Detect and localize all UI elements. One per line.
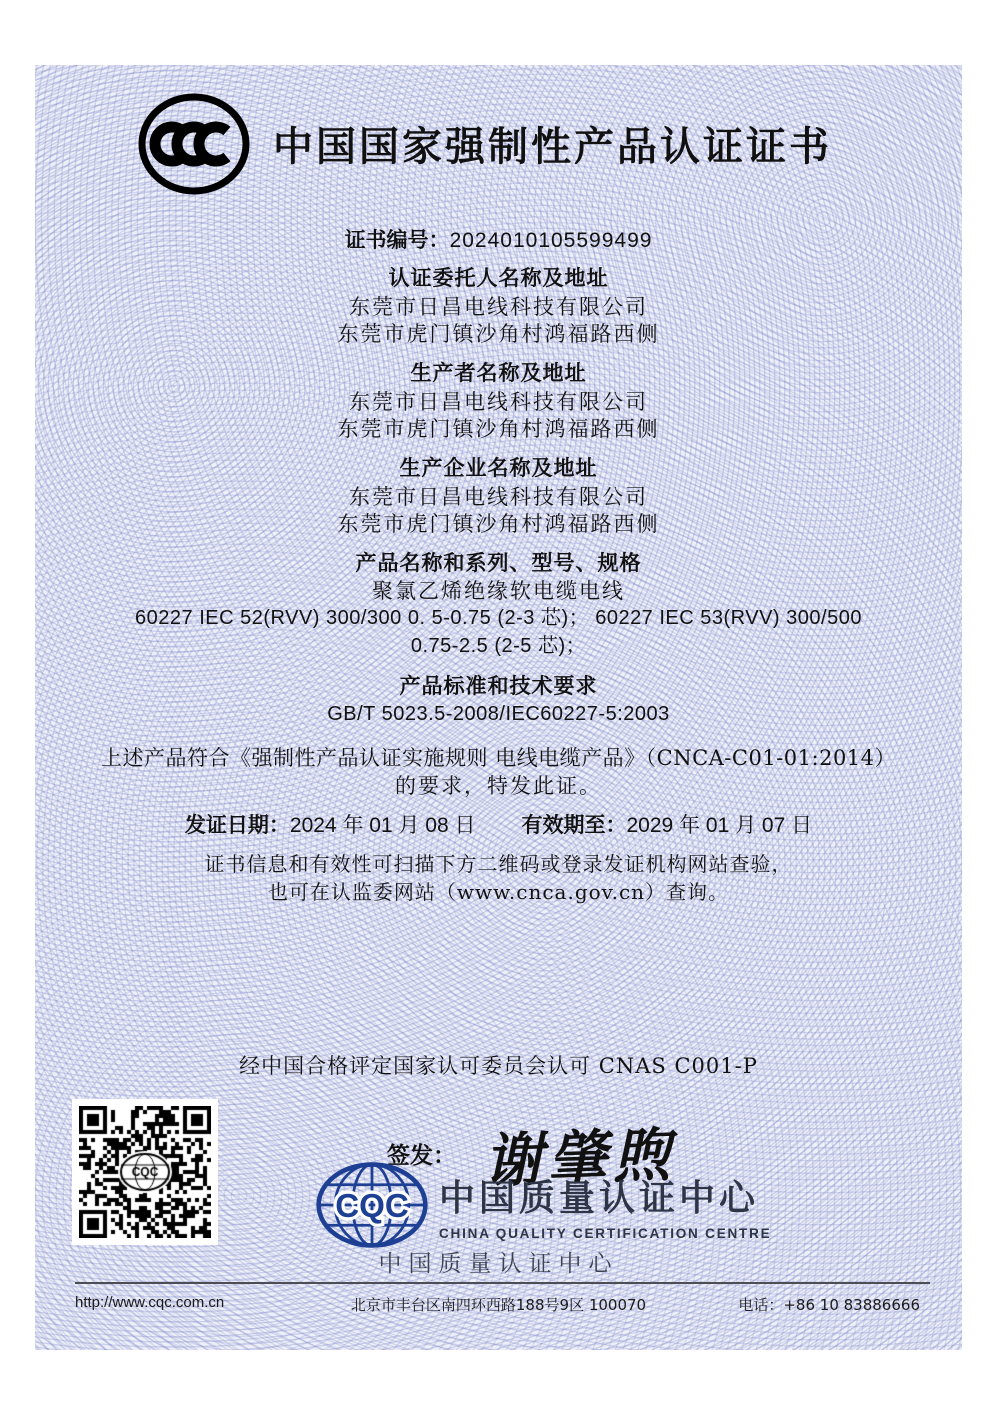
producer-address: 东莞市虎门镇沙角村鸿福路西侧 [337, 417, 660, 441]
statement-line1: 上述产品符合《强制性产品认证实施规则 电线电缆产品》（CNCA-C01-01:2014） [100, 746, 897, 770]
certificate-number-label: 证书编号： [344, 227, 450, 252]
verify-line2: 也可在认监委网站（www.cnca.gov.cn）查询。 [267, 880, 730, 904]
manufacturer-heading: 生产企业名称及地址 [399, 455, 598, 480]
ccc-mark-icon [135, 90, 253, 198]
applicant-name: 东莞市日昌电线科技有限公司 [349, 295, 648, 319]
cqc-logo-abbr: CQC [335, 1187, 409, 1225]
producer-name: 东莞市日昌电线科技有限公司 [349, 390, 648, 414]
issuer-name-en: CHINA QUALITY CERTIFICATION CENTRE [439, 1225, 772, 1241]
manufacturer-name: 东莞市日昌电线科技有限公司 [349, 485, 648, 509]
verify-line1: 证书信息和有效性可扫描下方二维码或登录发证机构网站查验， [204, 852, 793, 876]
certificate-title: 中国国家强制性产品认证证书 [273, 124, 832, 170]
valid-until-value: 2029 年 01 月 07 日 [626, 814, 813, 837]
valid-until-label: 有效期至： [521, 812, 627, 837]
applicant-heading: 认证委托人名称及地址 [388, 265, 609, 290]
dates-row [35, 812, 962, 839]
issuer-text [439, 1170, 771, 1241]
certificate-number-row [35, 227, 962, 254]
sign-label: 签发： [387, 1142, 456, 1169]
certificate-number-value: 2024010105599499 [449, 229, 653, 252]
applicant-address: 东莞市虎门镇沙角村鸿福路西侧 [337, 322, 660, 346]
footer-address: 北京市丰台区南四环西路188号9区 100070 [350, 1296, 647, 1314]
manufacturer-address: 东莞市虎门镇沙角村鸿福路西侧 [337, 512, 660, 536]
standard-heading: 产品标准和技术要求 [399, 673, 598, 698]
product-name: 聚氯乙烯绝缘软电缆电线 [372, 579, 625, 603]
qr-code [79, 1106, 211, 1238]
issue-date-label: 发证日期： [184, 812, 290, 837]
issuer-name-cn: 中国质量认证中心 [439, 1177, 760, 1219]
qr-code-box [72, 1099, 218, 1245]
product-heading: 产品名称和系列、型号、规格 [355, 550, 642, 575]
certificate-body [35, 65, 962, 1350]
footer-website: http://www.cqc.com.cn [75, 1294, 225, 1311]
accreditation-line: 经中国合格评定国家认可委员会认可 CNAS C001-P [239, 1054, 758, 1078]
issuer-logo-block [315, 1160, 771, 1250]
standard-value: GB/T 5023.5-2008/IEC60227-5:2003 [327, 703, 670, 725]
issue-date-value: 2024 年 01 月 08 日 [289, 814, 476, 837]
issuer-stamp-name: 中国质量认证中心 [378, 1251, 619, 1277]
statement-line2: 的要求，特发此证。 [395, 774, 602, 798]
footer-phone: 电话：+86 10 83886666 [738, 1296, 920, 1314]
producer-heading: 生产者名称及地址 [410, 360, 587, 385]
footer-divider [75, 1282, 930, 1284]
cqc-globe-icon [315, 1160, 429, 1250]
product-spec-line1: 60227 IEC 52(RVV) 300/300 0. 5-0.75 (2-3 芯)； 60227 IEC 53(RVV) 300/500 [135, 607, 862, 629]
product-spec-line2: 0.75-2.5 (2-5 芯)； [410, 635, 587, 657]
signature-handwriting: 谢肇煦 [483, 1120, 678, 1196]
